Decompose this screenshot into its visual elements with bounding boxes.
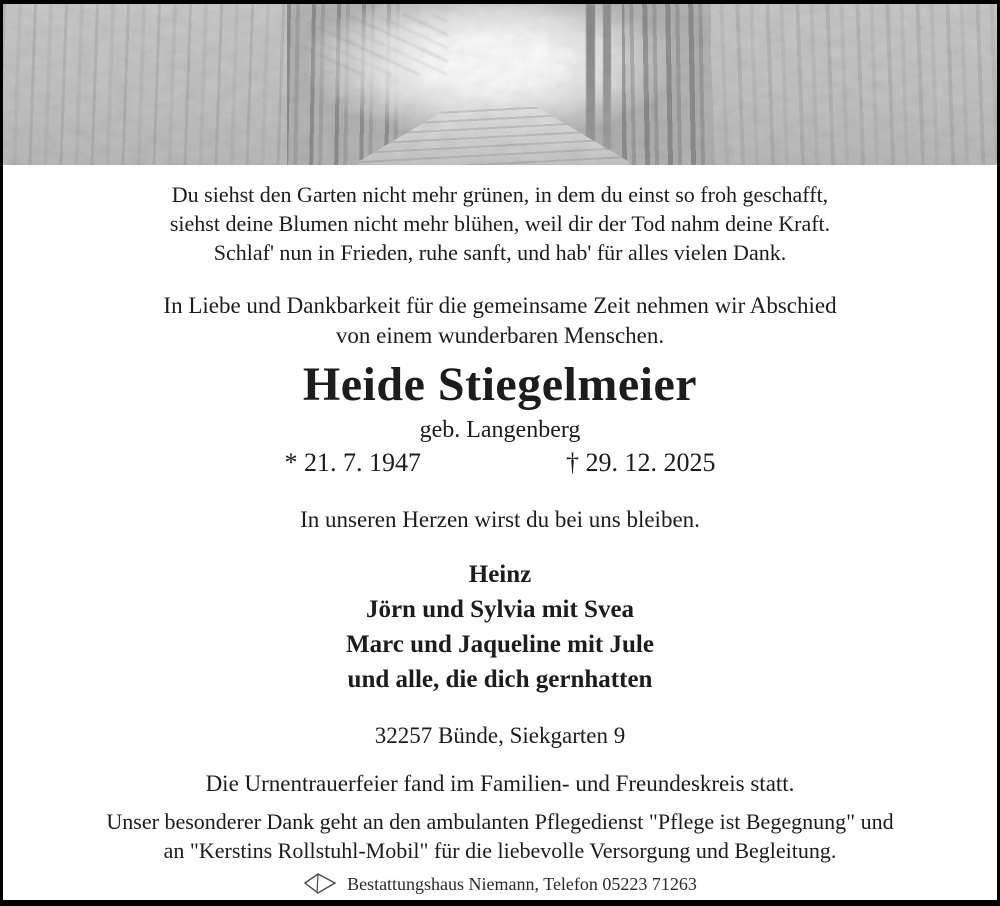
funeral-home-info: Bestattungshaus Niemann, Telefon 05223 71263 — [347, 873, 697, 894]
mourner-line: Jörn und Sylvia mit Svea — [365, 596, 635, 623]
notice-body — [3, 180, 997, 896]
remembrance-line: In unseren Herzen wirst du bei uns bleiben. — [300, 507, 700, 532]
mourner-line: und alle, die dich gernhatten — [347, 666, 653, 693]
life-dates — [3, 447, 997, 479]
service-note: Die Urnentrauerfeier fand im Familien- und Freundeskreis statt. — [205, 771, 795, 796]
birth-date: * 21. 7. 1947 — [284, 448, 421, 477]
mourners-list — [3, 557, 997, 697]
mourner-line: Heinz — [468, 561, 532, 588]
mourner-line: Marc und Jaqueline mit Jule — [346, 631, 654, 658]
family-address: 32257 Bünde, Siekgarten 9 — [374, 723, 626, 748]
photo-grain-texture — [3, 4, 997, 165]
thanks-line: an "Kerstins Rollstuhl-Mobil" für die liebevolle Versorgung und Begleitung. — [163, 838, 837, 863]
poem-line: Du siehst den Garten nicht mehr grünen, in dem du einst so froh geschafft, — [171, 182, 829, 207]
thanks-line: Unser besonderer Dank geht an den ambulanten Pflegedienst "Pflege ist Begegnung" und — [106, 809, 894, 834]
death-date: † 29. 12. 2025 — [566, 448, 716, 477]
funeral-home-row — [3, 871, 997, 896]
farewell-intro — [3, 291, 997, 351]
intro-line: von einem wunderbaren Menschen. — [335, 323, 665, 348]
forest-banner-photo — [3, 4, 997, 165]
thanks-note — [3, 807, 997, 865]
maiden-name: geb. Langenberg — [419, 417, 581, 443]
deceased-name: Heide Stiegelmeier — [302, 358, 698, 411]
diamond-outline-icon — [303, 871, 337, 896]
intro-line: In Liebe und Dankbarkeit für die gemeinsame Zeit nehmen wir Abschied — [163, 293, 837, 318]
poem-line: Schlaf' nun in Frieden, ruhe sanft, und hab' für alles vielen Dank. — [213, 240, 787, 265]
poem-line: siehst deine Blumen nicht mehr blühen, weil dir der Tod nahm deine Kraft. — [169, 211, 831, 236]
memorial-poem — [3, 180, 997, 267]
